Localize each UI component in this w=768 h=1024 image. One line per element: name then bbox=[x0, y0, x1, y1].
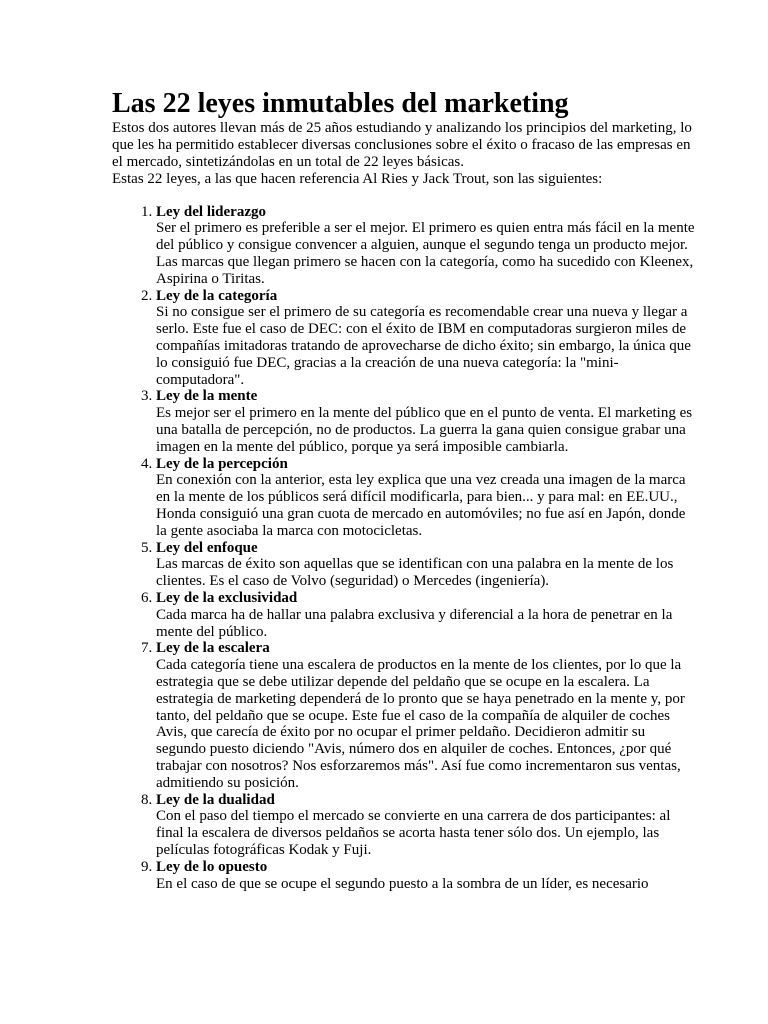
law-text: Con el paso del tiempo el mercado se convierte en una carrera de dos participantes: al final la escalera de diversos peldaños se acorta hasta tener sólo dos. Un ejemplo, las películas fotográficas Kodak y Fuji. bbox=[156, 808, 671, 858]
law-text: Cada marca ha de hallar una palabra exclusiva y diferencial a la hora de penetrar en la mente del público. bbox=[156, 606, 673, 640]
law-item bbox=[156, 456, 697, 540]
laws-list bbox=[112, 204, 697, 893]
law-title: 3. Ley de la mente bbox=[156, 388, 258, 405]
intro-paragraph: Estos dos autores llevan más de 25 años estudiando y analizando los principios del marketing, lo que les ha permitido establecer diversas conclusiones sobre el éxito o fracaso de las empresas en el mercado, sintetizándolas en un total de 22 leyes básicas. bbox=[112, 120, 692, 170]
law-item bbox=[156, 859, 697, 893]
law-item bbox=[156, 590, 697, 640]
document-title: Las 22 leyes inmutables del marketing bbox=[112, 88, 569, 119]
law-item bbox=[156, 792, 697, 859]
document-page bbox=[112, 88, 697, 892]
law-title: 1. Ley del liderazgo bbox=[156, 203, 266, 220]
law-title: 5. Ley del enfoque bbox=[156, 539, 258, 556]
law-text: Es mejor ser el primero en la mente del público que en el punto de venta. El marketing es una batalla de percepción, no de productos. La guerra la gana quien consigue grabar una imagen en la mente del público, porque ya será imposible cambiarla. bbox=[156, 405, 693, 455]
law-text: Las marcas de éxito son aquellas que se identifican con una palabra en la mente de los clientes. Es el caso de Volvo (seguridad) o Mercedes (ingeniería). bbox=[156, 556, 674, 590]
law-text: Cada categoría tiene una escalera de productos en la mente de los clientes, por lo que la estrategia que se debe utilizar depende del peldaño que se ocupe en la escalera. La estrategia de marketing dependerá de lo pronto que se haya penetrado en la mente y, por tanto, del peldaño que se ocupe. Este fue el caso de la compañía de alquiler de coches Avis, que carecía de éxito por no ocupar el primer peldaño. Decidieron admitir su segundo puesto diciendo "Avis, número dos en alquiler de coches. Entonces, ¿por qué trabajar con nosotros? Nos esforzaremos más". Así fue como incrementaron sus ventas, admitiendo su posición. bbox=[156, 657, 685, 791]
law-text: En el caso de que se ocupe el segundo puesto a la sombra de un líder, es necesario bbox=[156, 875, 649, 892]
law-item bbox=[156, 204, 697, 288]
law-title: 7. Ley de la escalera bbox=[156, 640, 270, 657]
law-item bbox=[156, 640, 697, 791]
law-text: Si no consigue ser el primero de su categoría es recomendable crear una nueva y llegar a serlo. Este fue el caso de DEC: con el éxito de IBM en computadoras surgieron miles de compañías imitadoras tratando de aprovecharse de dicho éxito; sin embargo, la única que lo consiguió fue DEC, gracias a la creación de una nueva categoría: la "mini-computadora". bbox=[156, 304, 691, 388]
law-item bbox=[156, 540, 697, 590]
law-title: 4. Ley de la percepción bbox=[156, 455, 288, 472]
law-text: Ser el primero es preferible a ser el mejor. El primero es quien entra más fácil en la mente del público y consigue convencer a alguien, aunque el segundo tenga un producto mejor. Las marcas que llegan primero se hacen con la categoría, como ha sucedido con Kleenex, Aspirina o Tiritas. bbox=[156, 220, 695, 287]
law-title: 8. Ley de la dualidad bbox=[156, 791, 275, 808]
lead-paragraph: Estas 22 leyes, a las que hacen referencia Al Ries y Jack Trout, son las siguientes: bbox=[112, 170, 603, 187]
law-text: En conexión con la anterior, esta ley explica que una vez creada una imagen de la marca en la mente de los públicos será difícil modificarla, para bien... y para mal: en EE.UU., Honda consiguió una gran cuota de mercado en automóviles; no fue así en Japón, donde la gente asociaba la marca con motocicletas. bbox=[156, 472, 686, 539]
law-title: 2. Ley de la categoría bbox=[156, 287, 278, 304]
law-item bbox=[156, 388, 697, 455]
law-title: 9. Ley de lo opuesto bbox=[156, 858, 268, 875]
law-title: 6. Ley de la exclusividad bbox=[156, 589, 298, 606]
law-item bbox=[156, 288, 697, 389]
